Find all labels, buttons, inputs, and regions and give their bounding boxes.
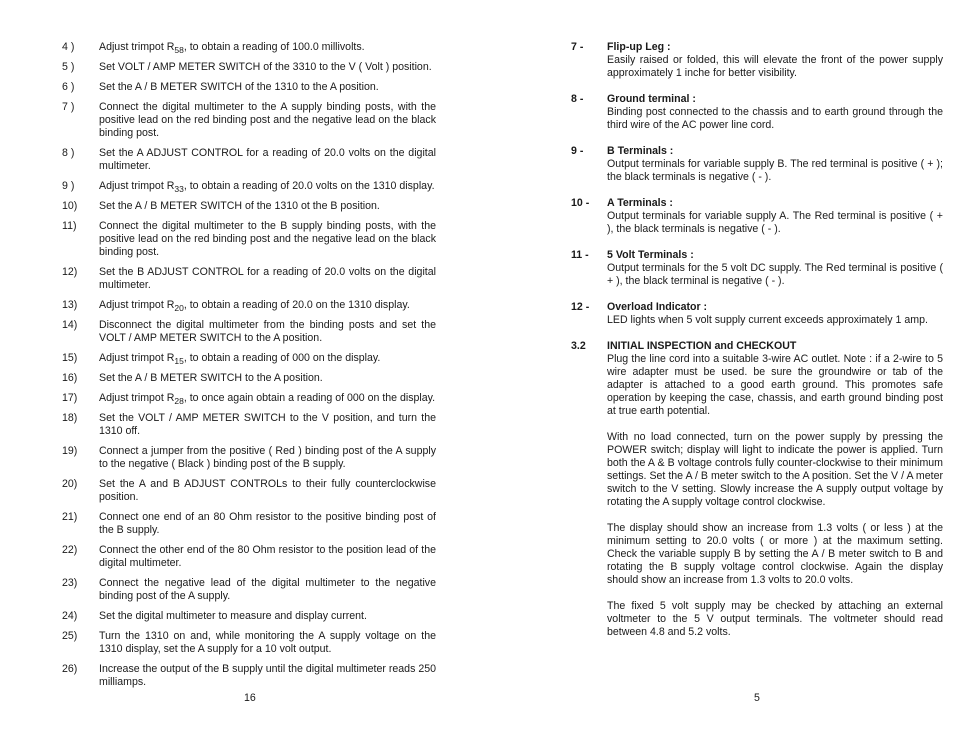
step-text: Set the digital multimeter to measure and display current. (99, 610, 367, 622)
step-number: 15) (62, 352, 78, 364)
procedure-step (62, 41, 436, 54)
feature-section (571, 93, 943, 132)
step-number: 12) (62, 266, 78, 278)
procedure-step (62, 200, 436, 213)
step-number: 24) (62, 610, 78, 622)
step-text (99, 299, 436, 312)
procedure-step (62, 445, 436, 471)
step-text-part: Adjust trimpot R (99, 41, 175, 53)
procedure-step (62, 180, 436, 193)
section-text: LED lights when 5 volt supply current exceeds approximately 1 amp. (607, 314, 928, 326)
procedure-step (62, 220, 436, 259)
step-number: 11) (62, 220, 77, 232)
step-text: Connect the other end of the 80 Ohm resistor to the position lead of the digital multimeter. (99, 544, 436, 569)
step-number: 14) (62, 319, 78, 331)
procedure-step (62, 299, 436, 312)
section-number: 8 - (571, 93, 584, 105)
step-text: Set the A / B METER SWITCH of the 1310 to the A position. (99, 81, 379, 93)
step-text: Turn the 1310 on and, while monitoring the A supply voltage on the 1310 display, set the A supply for a 10 volt output. (99, 630, 436, 655)
step-number: 20) (62, 478, 78, 490)
section-title: B Terminals : (607, 145, 674, 157)
step-text: Set the VOLT / AMP METER SWITCH to the V position, and turn the 1310 off. (99, 412, 436, 437)
trimpot-subscript: 20 (174, 303, 184, 313)
section-body (607, 93, 943, 132)
step-number: 6 ) (62, 81, 75, 93)
step-text-part: Adjust trimpot R (99, 299, 175, 311)
procedure-step (62, 372, 436, 385)
step-text-part: , to obtain a reading of 20.0 on the 1310 display. (183, 299, 410, 311)
step-text (99, 180, 436, 193)
section-text: Output terminals for variable supply A. The Red terminal is positive ( + ), the black terminals is negative ( - ). (607, 210, 943, 235)
section-body (607, 301, 943, 327)
step-number: 5 ) (62, 61, 75, 73)
step-number: 23) (62, 577, 78, 589)
procedure-step (62, 663, 436, 689)
section-title: Flip-up Leg : (607, 41, 671, 53)
step-text: Set the A / B METER SWITCH of the 1310 ot the B position. (99, 200, 380, 212)
procedure-step (62, 577, 436, 603)
section-title: 5 Volt Terminals : (607, 249, 694, 261)
inspection-title: INITIAL INSPECTION and CHECKOUT (607, 340, 797, 352)
section-text: Binding post connected to the chassis and to earth ground through the third wire of the AC power line cord. (607, 106, 943, 131)
step-text: Set the A / B METER SWITCH to the A position. (99, 372, 323, 384)
section-number: 9 - (571, 145, 584, 157)
feature-section (571, 301, 943, 327)
section-number: 7 - (571, 41, 584, 53)
step-text: Set the A ADJUST CONTROL for a reading of 20.0 volts on the digital multimeter. (99, 147, 436, 172)
procedure-step (62, 544, 436, 570)
section-body (607, 145, 943, 184)
procedure-step (62, 101, 436, 140)
step-number: 10) (62, 200, 78, 212)
procedure-step (62, 319, 436, 345)
step-number: 21) (62, 511, 78, 523)
procedure-step (62, 412, 436, 438)
right-page-number: 5 (754, 692, 760, 704)
step-text (99, 352, 436, 365)
step-number: 18) (62, 412, 78, 424)
trimpot-subscript: 28 (174, 396, 184, 406)
section-body (607, 41, 943, 80)
inspection-paragraph: The display should show an increase from 1.3 volts ( or less ) at the minimum setting to 20.0 volts ( or more ) at the maximum setting. Check the variable supply B by setting the A / B meter switch to B and rotating the B supply voltage control clockwise. Again the display should show an increase from 1.3 volts to 20.0 volts. (607, 522, 943, 586)
step-text-part: , to obtain a reading of 100.0 millivolts. (183, 41, 365, 53)
step-number: 13) (62, 299, 78, 311)
feature-sections (571, 41, 943, 327)
procedure-step (62, 511, 436, 537)
feature-section (571, 41, 943, 80)
trimpot-subscript: 33 (174, 184, 184, 194)
section-number: 10 - (571, 197, 590, 209)
right-page (571, 41, 943, 652)
procedure-step (62, 147, 436, 173)
procedure-step (62, 352, 436, 365)
procedure-step (62, 630, 436, 656)
section-title: Overload Indicator : (607, 301, 708, 313)
section-title: A Terminals : (607, 197, 673, 209)
procedure-step (62, 61, 436, 74)
procedure-step (62, 610, 436, 623)
step-text: Increase the output of the B supply until the digital multimeter reads 250 milliamps. (99, 663, 436, 688)
step-text-part: Adjust trimpot R (99, 352, 175, 364)
section-text: Easily raised or folded, this will elevate the front of the power supply approximately 1 inche for better visibility. (607, 54, 943, 79)
procedure-step (62, 478, 436, 504)
step-number: 19) (62, 445, 78, 457)
step-text: Set VOLT / AMP METER SWITCH of the 3310 to the V ( Volt ) position. (99, 61, 432, 73)
inspection-paragraph: With no load connected, turn on the power supply by pressing the POWER switch; display will light to indicate the power is applied. Turn both the A & B voltage controls fully counter-clockwise to their minimum settings. Set the A / B meter switch to the A position. Set the V / A meter switch to the V setting. Slowly increase the A supply output voltage by rotating the A supply voltage control clockwise. (607, 431, 943, 508)
procedure-step (62, 81, 436, 94)
section-number: 12 - (571, 301, 590, 313)
section-body (607, 197, 943, 236)
step-number: 7 ) (62, 101, 75, 113)
feature-section (571, 197, 943, 236)
step-text-part: , to obtain a reading of 000 on the display. (183, 352, 381, 364)
feature-section (571, 249, 943, 288)
step-text (99, 41, 436, 54)
procedure-step (62, 392, 436, 405)
step-number: 22) (62, 544, 78, 556)
section-text: Output terminals for variable supply B. The red terminal is positive ( + ); the black terminals is negative ( - ). (607, 158, 943, 183)
step-number: 16) (62, 372, 78, 384)
step-number: 4 ) (62, 41, 75, 53)
step-number: 17) (62, 392, 78, 404)
trimpot-subscript: 15 (174, 356, 184, 366)
procedure-step (62, 266, 436, 292)
inspection-number: 3.2 (571, 340, 586, 352)
section-number: 11 - (571, 249, 589, 261)
step-text: Set the B ADJUST CONTROL for a reading of 20.0 volts on the digital multimeter. (99, 266, 436, 291)
step-text-part: Adjust trimpot R (99, 392, 175, 404)
step-text-part: , to obtain a reading of 20.0 volts on the 1310 display. (183, 180, 435, 192)
step-text: Connect one end of an 80 Ohm resistor to the positive binding post of the B supply. (99, 511, 436, 536)
step-number: 26) (62, 663, 78, 675)
step-text-part: , to once again obtain a reading of 000 on the display. (183, 392, 436, 404)
inspection-paragraph: The fixed 5 volt supply may be checked by attaching an external voltmeter to the 5 V output terminals. The voltmeter should read between 4.8 and 5.2 volts. (607, 600, 943, 638)
step-text: Connect a jumper from the positive ( Red ) binding post of the A supply to the negative ( Black ) binding post of the B supply. (99, 445, 436, 470)
step-number: 9 ) (62, 180, 75, 192)
procedure-steps (62, 41, 436, 689)
feature-section (571, 145, 943, 184)
inspection-section (571, 340, 943, 639)
section-text: Output terminals for the 5 volt DC supply. The Red terminal is positive ( + ), the black terminal is negative ( - ). (607, 262, 943, 287)
step-text: Disconnect the digital multimeter from the binding posts and set the VOLT / AMP METER SWITCH to the A position. (99, 319, 436, 344)
step-text (99, 392, 436, 405)
step-number: 25) (62, 630, 78, 642)
trimpot-subscript: 58 (174, 45, 184, 55)
left-page-number: 16 (244, 692, 256, 704)
step-text-part: Adjust trimpot R (99, 180, 175, 192)
step-text: Connect the digital multimeter to the A supply binding posts, with the positive lead on the red binding post and the negative lead on the black binding post. (99, 101, 436, 139)
step-text: Connect the digital multimeter to the B supply binding posts, with the positive lead on the red binding post and the negative lead on the black binding post. (99, 220, 436, 258)
step-text: Set the A and B ADJUST CONTROLs to their fully counterclockwise position. (99, 478, 436, 503)
section-body (607, 249, 943, 288)
step-number: 8 ) (62, 147, 75, 159)
left-page (62, 41, 436, 696)
inspection-paragraph: Plug the line cord into a suitable 3-wire AC outlet. Note : if a 2-wire to 5 wire adapter must be used. be sure the groundwire or tab of the adapter is attached to a good earth ground. This promotes safe operation by keeping the case, chassis, and earth ground binding post at true earth potential. (607, 353, 943, 417)
section-title: Ground terminal : (607, 93, 696, 105)
step-text: Connect the negative lead of the digital multimeter to the negative binding post of the A supply. (99, 577, 436, 602)
